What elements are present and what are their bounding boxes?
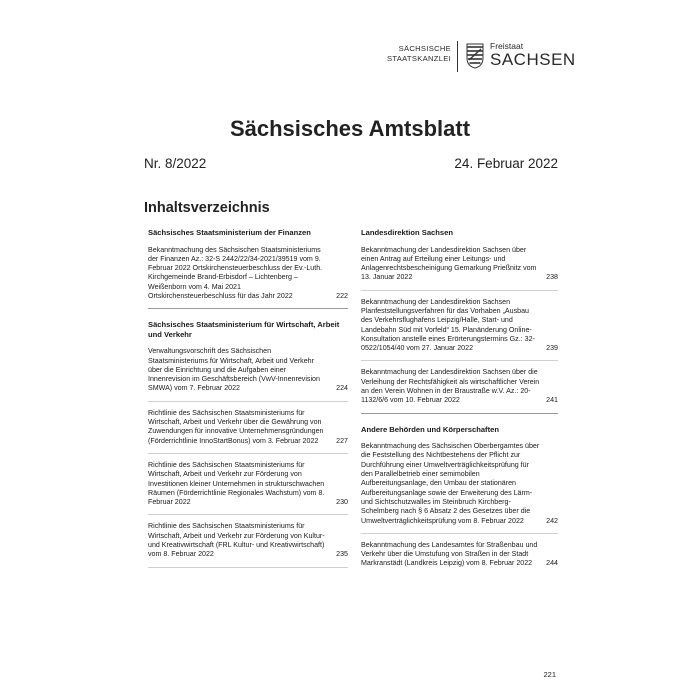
toc-entry[interactable] (361, 298, 558, 354)
entry-text: Bekanntmachung der Landesdirektion Sachsen über einen Antrag auf Erteilung einer Leitungs- und Anlagenrechtsbescheinigung Gemarkung Prießnitz vom 13. Januar 2022 (361, 245, 537, 282)
logo-left-line2: STAATSKANZLEI (387, 54, 451, 63)
publication-title: Sächsisches Amtsblatt (229, 116, 471, 141)
freistaat-sachsen-logo (490, 41, 576, 69)
entry-text: Bekanntmachung der Landesdirektion Sachsen über die Verleihung der Rechtsfähigkeit als wirtschaftlicher Verein an den Verein Wohnen in der Braustraße w.V. Az.: 20-1132/6/6 vom 10. Februar 2022 (361, 368, 540, 405)
entry-text: Bekanntmachung des Landesamtes für Straßenbau und Verkehr über die Umstufung von Straßen in der Stadt Markranstädt (Landkreis Leipzig) vom 8. Februar 2022 (361, 540, 538, 568)
entry-text: Bekanntmachung der Landesdirektion Sachsen Planfeststellungsverfahren für das Vorhaben „Ausbau des Verkehrsflughafens Leipzig/Halle, Start- und Landebahn Süd mit Vorfeld“ 15. Planänderung Online-Konsultation anstelle eines Erörterungstermins Gz.: 32-0522/1054/40 vom 27. Januar 2022 (361, 297, 535, 353)
section-heading: Sächsisches Staatsministerium der Finanzen (148, 228, 311, 237)
section-heading: Landesdirektion Sachsen (361, 228, 453, 237)
entry-text: Richtlinie des Sächsischen Staatsministeriums für Wirtschaft, Arbeit und Verkehr über die Gewährung von Zuwendungen für innovative Unternehmensgründungen (Förderrichtlinie InnoStartBonus) vom 3. Februar 2022 (148, 408, 324, 445)
page-number: 221 (543, 670, 556, 679)
section-heading: Sächsisches Staatsministerium für Wirtschaft, Arbeit und Verkehr (148, 320, 340, 339)
entry-page: 224 (336, 384, 348, 393)
toc-heading: Inhaltsverzeichnis (144, 200, 270, 216)
entry-text: Richtlinie des Sächsischen Staatsministeriums für Wirtschaft, Arbeit und Verkehr zur Förderung von Investitionen kleiner Unternehmen in strukturschwachen Räumen (Förderrichtlinie Regionales Wachstum) vom 8. Februar 2022 (148, 460, 325, 507)
entry-divider (148, 514, 348, 515)
entry-page: 241 (546, 396, 558, 405)
entry-text: Richtlinie des Sächsischen Staatsministeriums für Wirtschaft, Arbeit und Verkehr zur Förderung von Kultur- und Kreativwirtschaft (FRL Kultur- und Kreativwirtschaft) vom 8. Februar 2022 (148, 522, 325, 559)
entry-divider (361, 290, 558, 291)
entry-page: 242 (546, 516, 558, 525)
entry-page: 244 (546, 559, 558, 568)
entry-divider (148, 567, 348, 568)
issue-date: 24. Februar 2022 (454, 156, 558, 171)
toc-left-column (148, 228, 348, 575)
logo-freistaat: Freistaat (490, 41, 524, 51)
entry-divider (148, 453, 348, 454)
toc-entry[interactable] (148, 246, 348, 302)
entry-page: 235 (336, 550, 348, 559)
issue-number: Nr. 8/2022 (144, 156, 207, 171)
toc-entry[interactable] (148, 461, 348, 507)
logo-sachsen: SACHSEN (490, 50, 576, 69)
toc-entry[interactable] (361, 246, 558, 283)
entry-page: 227 (336, 436, 348, 445)
saxony-crest-icon (466, 43, 484, 69)
toc-entry[interactable] (361, 541, 558, 569)
logo-left-line1: SÄCHSISCHE (398, 44, 451, 53)
toc-entry[interactable] (148, 347, 348, 393)
entry-page: 238 (546, 273, 558, 282)
section-divider (361, 413, 558, 414)
section-divider (148, 308, 348, 309)
staatskanzlei-logo-text (376, 44, 451, 64)
entry-text: Bekanntmachung des Sächsischen Staatsministeriums der Finanzen Az.: 32-S 2442/22/34-2021/39519 vom 9. Februar 2022 Ortskirchensteuerbeschluss der Ev.-Luth. Kirchgemeinde Brand-Erbisdorf – Lichtenberg – Weißenborn vom 4. Mai 2021 Ortskirchensteuerbeschluss für das Jahr 2022 (148, 245, 323, 300)
entry-text: Verwaltungsvorschrift des Sächsischen Staatsministeriums für Wirtschaft, Arbeit und Verkehr über die Einrichtung und die Aufgaben einer Innenrevision im Geschäftsbereich (VwV-Innenrevision SMWA) vom 7. Februar 2022 (148, 347, 320, 393)
entry-page: 239 (546, 344, 558, 353)
toc-right-column (361, 228, 558, 576)
toc-entry[interactable] (148, 409, 348, 446)
entry-page: 230 (336, 498, 348, 507)
toc-entry[interactable] (361, 442, 558, 526)
toc-entry[interactable] (361, 368, 558, 405)
entry-divider (361, 533, 558, 534)
section-heading: Andere Behörden und Körperschaften (361, 424, 499, 434)
entry-divider (361, 360, 558, 361)
entry-divider (148, 401, 348, 402)
logo-divider (457, 41, 458, 72)
toc-entry[interactable] (148, 522, 348, 559)
entry-text: Bekanntmachung des Sächsischen Oberbergamtes über die Feststellung des Nichtbestehens der Pflicht zur Durchführung einer Umweltverträglichkeitsprüfung für den Parallelbetrieb einer semimobilen Aufbereitungsanlage, den Umbau der stationären Aufbereitungsanlage sowie der Erweiterung des Lärm- und Sichtschutzwalles im Steinbruch Kirchberg-Schelmberg nach § 6 Absatz 2 des Gesetzes über die Umweltverträglichkeitsprüfung vom 8. Februar 2022 (361, 442, 540, 525)
entry-page: 222 (336, 291, 348, 300)
